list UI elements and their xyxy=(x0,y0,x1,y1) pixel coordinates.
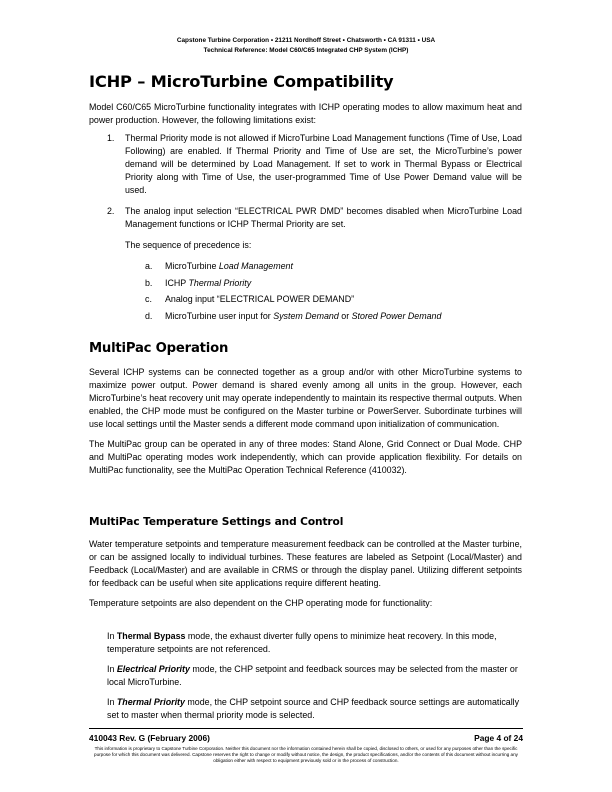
multipac-paragraph-1: Several ICHP systems can be connected together as a group and/or with other MicroTurbine systems to maximize power output. Power demand is shared evenly among all units in the group. However, each MicroTurbine’s heat recovery unit may operate independently to maintain its respective thermal outputs. When enabled, the CHP mode must be configured on the Master turbine or PowerServer. Subordinate turbines will use local settings until the Master sends a different mode command upon initialization of communication. xyxy=(89,367,522,429)
sequence-intro: The sequence of precedence is: xyxy=(125,240,252,250)
mode-electrical-priority: In Electrical Priority mode, the CHP setpoint and feedback sources may be selected from the master or local MicroTurbine. xyxy=(107,664,518,687)
limitation-item-2 xyxy=(107,205,522,324)
section1-intro xyxy=(89,101,522,127)
footer-disclaimer: This information is proprietary to Capstone Turbine Corporation. Neither this document nor the information contained herein shall be copied, disclosed to others, or used for any purposes other than the specific purpose for which this document was delivered. Capstone reserves the right to change or modify without notice, the design, the product specifications, and/or the contents of this document without incurring any obligation either with respect to equipment previously sold or in the process of construction. xyxy=(94,746,518,764)
header-doc-title: Technical Reference: Model C60/C65 Integrated CHP System (ICHP) xyxy=(203,46,409,54)
section-title-multipac-operation: MultiPac Operation xyxy=(89,341,229,356)
multipac-paragraph-2: The MultiPac group can be operated in any of three modes: Stand Alone, Grid Connect or Dual Mode. CHP and MultiPac operating modes work independently, which can provide application flexibility. For details on MultiPac functionality, see the MultiPac Operation Technical Reference (410032). xyxy=(89,439,522,475)
mode-thermal-priority: In Thermal Priority mode, the CHP setpoint source and CHP feedback source settings are automatically set to master when thermal priority mode is selected. xyxy=(107,697,520,720)
mode-descriptions xyxy=(107,630,522,722)
footer-page-number: Page 4 of 24 xyxy=(474,733,523,743)
limitations-list xyxy=(107,132,522,332)
section2-body xyxy=(89,366,522,477)
section3-body xyxy=(89,538,522,610)
list-marker: 2. xyxy=(107,206,115,216)
mode-thermal-bypass: In Thermal Bypass mode, the exhaust diverter fully opens to minimize heat recovery. In this mode, temperature setpoints are not referenced. xyxy=(107,631,497,654)
temperature-paragraph-2: Temperature setpoints are also dependent on the CHP operating mode for functionality: xyxy=(89,598,433,608)
precedence-item: c. Analog input “ELECTRICAL POWER DEMAND” xyxy=(145,294,355,304)
footer-doc-id: 410043 Rev. G (February 2006) xyxy=(89,733,210,743)
precedence-item: b. ICHP Thermal Priority xyxy=(145,277,252,288)
limitation-text: The analog input selection “ELECTRICAL PWR DMD” becomes disabled when MicroTurbine Load Management functions or ICHP Thermal Priority are set. xyxy=(125,206,522,229)
temperature-paragraph-1: Water temperature setpoints and temperature measurement feedback can be controlled at the Master turbine, or can be assigned locally to individual turbines. These features are labeled as Setpoint (Local/Master) and Feedback (Local/Master) and are available in CRMS or through the display panel. Utilizing different setpoints for feedback can be useful when site applications require different heating. xyxy=(89,539,522,588)
list-marker: 1. xyxy=(107,133,115,143)
limitation-text: Thermal Priority mode is not allowed if MicroTurbine Load Management functions (Time of Use, Load Following) are enabled. If Thermal Priority and Time of Use are set, the MicroTurbine’s power demand will be determined by Load Management. If set to work in Thermal Bypass or Electrical Priority along with Time of Use, the user-programmed Time of Use Power Demand value will be used. xyxy=(125,133,522,195)
precedence-list xyxy=(125,258,522,324)
intro-paragraph: Model C60/C65 MicroTurbine functionality integrates with ICHP operating modes to allow maximum heat and power production. However, the following limitations exist: xyxy=(89,102,522,125)
limitation-item-1 xyxy=(107,132,522,197)
footer-divider xyxy=(89,728,523,729)
section-title-ichp-compatibility: ICHP – MicroTurbine Compatibility xyxy=(89,72,394,91)
header-company-line: Capstone Turbine Corporation • 21211 Nordhoff Street • Chatsworth • CA 91311 • USA xyxy=(176,37,436,44)
precedence-item: a. MicroTurbine Load Management xyxy=(145,261,293,271)
precedence-item: d. MicroTurbine user input for System Demand or Stored Power Demand xyxy=(145,310,442,321)
section-title-temperature-settings: MultiPac Temperature Settings and Control xyxy=(89,516,344,528)
page-header xyxy=(0,36,612,55)
